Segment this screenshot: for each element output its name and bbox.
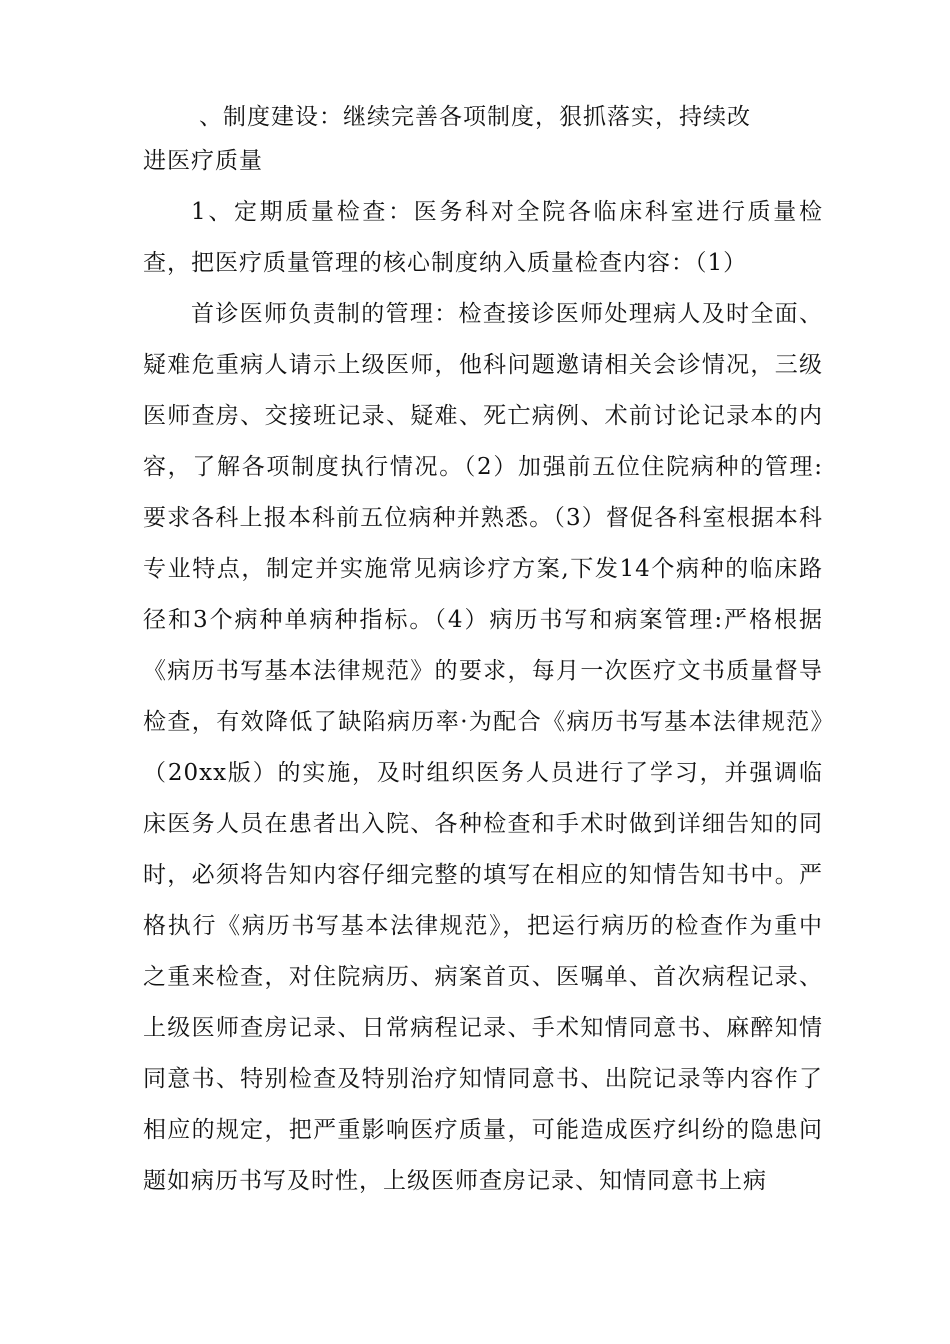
paragraph-first-visit-management: 首诊医师负责制的管理：检查接诊医师处理病人及时全面、疑难危重病人请示上级医师，他科问题邀请相关会诊情况，三级医师查房、交接班记录、疑难、死亡病例、术前讨论记录本的内容，了解各项制度执行情况。（2）加强前五位住院病种的管理:要求各科上报本科前五位病种并熟悉。（3）督促各科室根据本科专业特点，制定并实施常见病诊疗方案,下发14个病种的临床路径和3个病种单病种指标。（4）病历书写和病案管理:严格根据《病历书写基本法律规范》的要求，每月一次医疗文书质量督导检查，有效降低了缺陷病历率·为配合《病历书写基本法律规范》（20xx版）的实施，及时组织医务人员进行了学习，并强调临床医务人员在患者出入院、各种检查和手术时做到详细告知的同时，必须将告知内容仔细完整的填写在相应的知情告知书中。严格执行《病历书写基本法律规范》，把运行病历的检查作为重中之重来检查，对住院病历、病案首页、医嘱单、首次病程记录、上级医师查房记录、日常病程记录、手术知情同意书、麻醉知情同意书、特别检查及特别治疗知情同意书、出院记录等内容作了相应的规定，把严重影响医疗质量，可能造成医疗纠纷的隐患问题如病历书写及时性，上级医师查房记录、知情同意书上病 <box>143 301 823 1194</box>
section-heading-line2: 进医疗质量 <box>143 148 263 174</box>
paragraph-quality-inspection: 1、定期质量检查：医务科对全院各临床科室进行质量检查，把医疗质量管理的核心制度纳入质量检查内容：（1） <box>143 199 823 276</box>
section-heading-line1: 、制度建设：继续完善各项制度，狠抓落实，持续改 <box>199 104 751 130</box>
section-heading <box>143 95 823 183</box>
